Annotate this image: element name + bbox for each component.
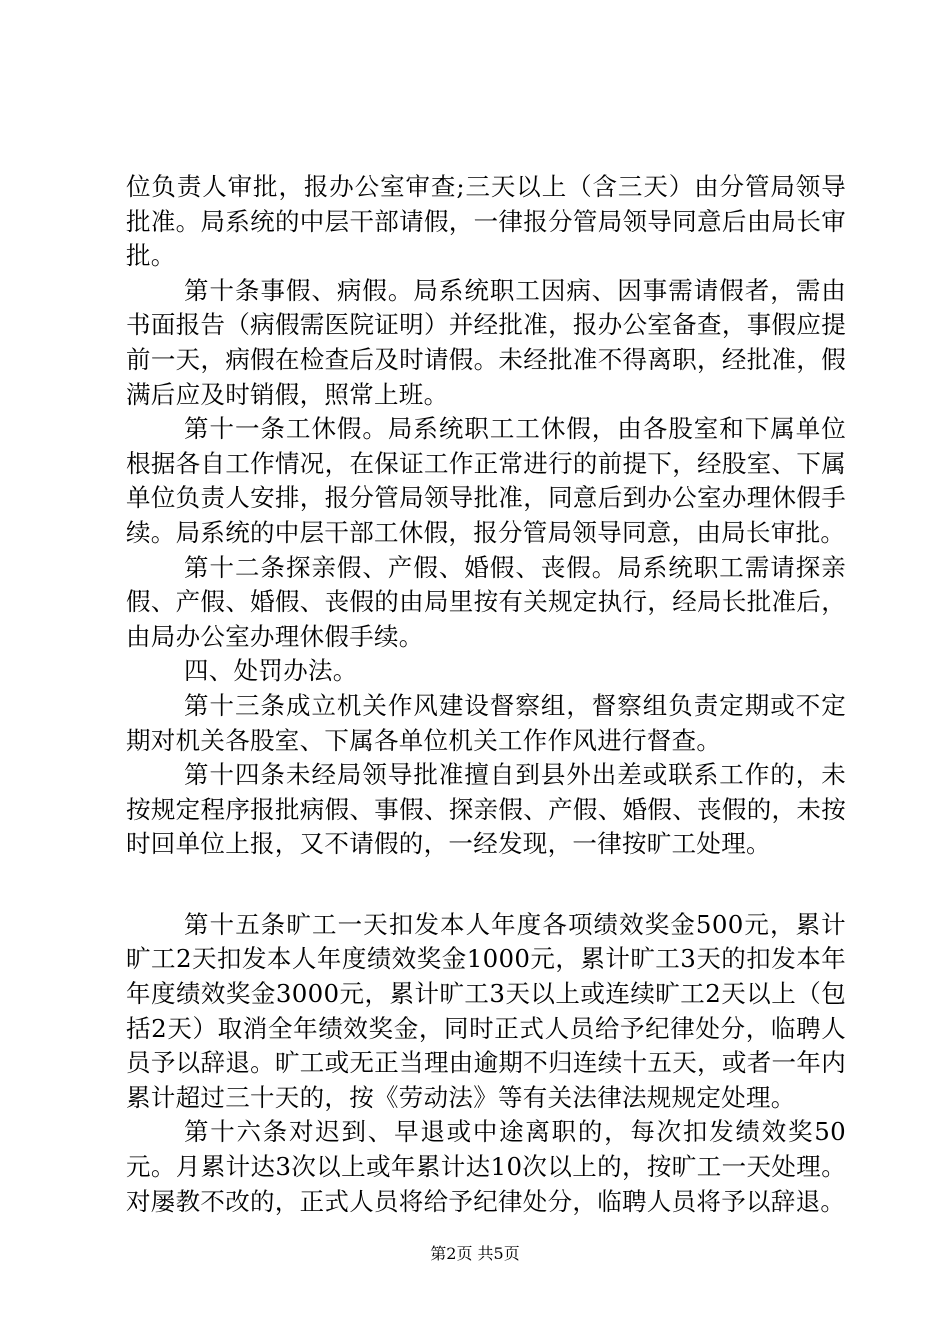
article-13-paragraph: 第十三条成立机关作风建设督察组，督察组负责定期或不定期对机关各股室、下属各单位机关工作作风进行督查。 <box>126 690 846 755</box>
article-16-paragraph: 第十六条对迟到、早退或中途离职的，每次扣发绩效奖50元。月累计达3次以上或年累计达10次以上的，按旷工一天处理。对屡教不改的，正式人员将给予纪律处分，临聘人员将予以辞退。 <box>126 1117 846 1216</box>
document-body <box>126 170 846 1219</box>
paragraph-gap <box>126 862 846 908</box>
article-14-paragraph: 第十四条未经局领导批准擅自到县外出差或联系工作的，未按规定程序报批病假、事假、探亲假、产假、婚假、丧假的，未按时回单位上报，又不请假的，一经发现，一律按旷工处理。 <box>126 760 846 859</box>
article-11-paragraph: 第十一条工休假。局系统职工工休假，由各股室和下属单位根据各自工作情况，在保证工作正常进行的前提下，经股室、下属单位负责人安排，报分管局领导批准，同意后到办公室办理休假手续。局系统的中层干部工休假，报分管局领导同意，由局长审批。 <box>126 414 846 547</box>
article-10-paragraph: 第十条事假、病假。局系统职工因病、因事需请假者，需由书面报告（病假需医院证明）并经批准，报办公室备查，事假应提前一天，病假在检查后及时请假。未经批准不得离职，经批准，假满后应及时销假，照常上班。 <box>126 275 846 409</box>
article-15-paragraph: 第十五条旷工一天扣发本人年度各项绩效奖金500元，累计旷工2天扣发本人年度绩效奖金1000元，累计旷工3天的扣发本年年度绩效奖金3000元，累计旷工3天以上或连续旷工2天以上（包括2天）取消全年绩效奖金，同时正式人员给予纪律处分，临聘人员予以辞退。旷工或无正当理由逾期不归连续十五天，或者一年内累计超过三十天的，按《劳动法》等有关法律法规规定处理。 <box>126 909 846 1112</box>
page-footer: 第2页 共5页 <box>430 1244 520 1263</box>
section-heading-penalties: 四、处罚办法。 <box>184 656 358 686</box>
article-12-paragraph: 第十二条探亲假、产假、婚假、丧假。局系统职工需请探亲假、产假、婚假、丧假的由局里按有关规定执行，经局长批准后，由局办公室办理休假手续。 <box>126 552 846 651</box>
paragraph-continuation: 位负责人审批，报办公室审查;三天以上（含三天）由分管局领导批准。局系统的中层干部请假，一律报分管局领导同意后由局长审批。 <box>126 172 846 271</box>
